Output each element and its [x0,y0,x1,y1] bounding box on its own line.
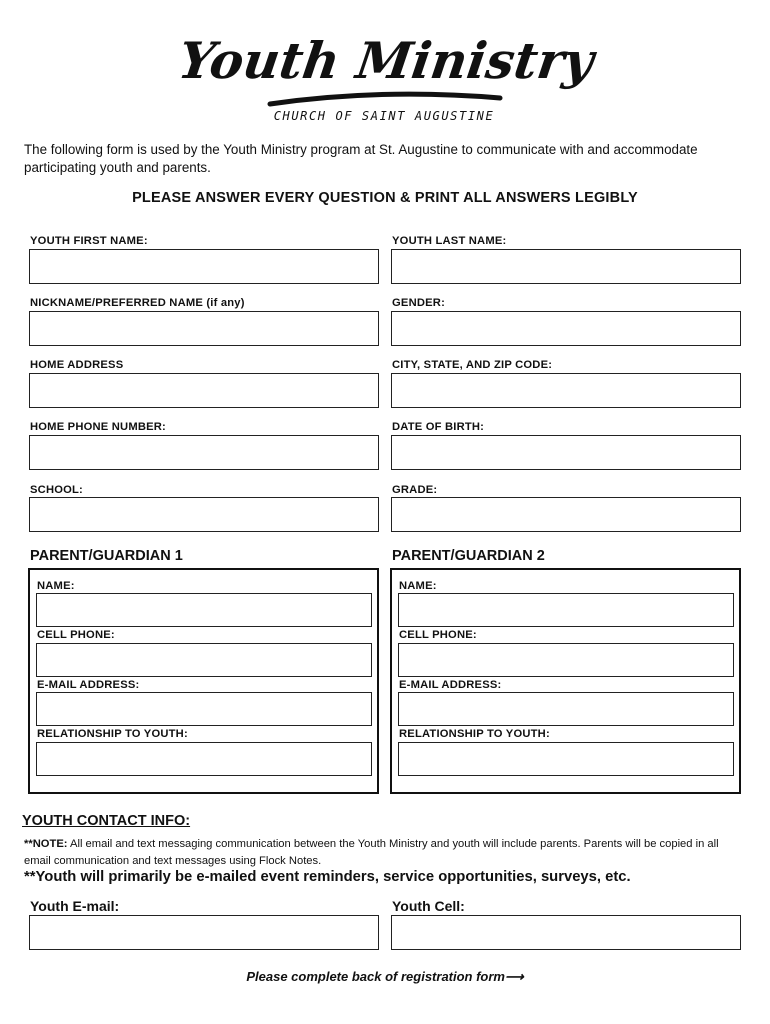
guardian-1-relationship-label: RELATIONSHIP TO YOUTH: [37,728,188,740]
note-prefix: **NOTE: [24,838,68,850]
contact-note [24,836,744,870]
home-phone-label: HOME PHONE NUMBER: [30,421,166,433]
youth-cell-field[interactable] [391,915,741,950]
youth-email-field[interactable] [29,915,379,950]
guardian-1-name-field[interactable] [36,593,372,627]
guardian-1-relationship-field[interactable] [36,742,372,776]
city-state-zip-field[interactable] [391,373,741,408]
home-address-label: HOME ADDRESS [30,359,124,371]
home-phone-field[interactable] [29,435,379,470]
guardian-1-cell-field[interactable] [36,643,372,677]
date-of-birth-label: DATE OF BIRTH: [392,421,485,433]
youth-first-name-field[interactable] [29,249,379,284]
youth-email-label: Youth E-mail: [30,898,120,914]
gender-field[interactable] [391,311,741,346]
home-address-field[interactable] [29,373,379,408]
note-text: All email and text messaging communication between the Youth Ministry and youth will include parents. Parents will be copied in all email communication and text messages using Flock Notes. [24,838,719,867]
guardian-2-relationship-label: RELATIONSHIP TO YOUTH: [399,728,550,740]
guardian-1-email-label: E-MAIL ADDRESS: [37,679,140,691]
youth-last-name-field[interactable] [391,249,741,284]
gender-label: GENDER: [392,297,445,309]
grade-field[interactable] [391,497,741,532]
youth-cell-label: Youth Cell: [392,898,465,914]
guardian-1-cell-label: CELL PHONE: [37,629,115,641]
guardian-1-title: PARENT/GUARDIAN 1 [30,548,183,564]
school-field[interactable] [29,497,379,532]
guardian-2-email-label: E-MAIL ADDRESS: [399,679,502,691]
guardian-2-relationship-field[interactable] [398,742,734,776]
logo-subtitle: CHURCH OF SAINT AUGUSTINE [273,109,495,123]
date-of-birth-field[interactable] [391,435,741,470]
guardian-2-title: PARENT/GUARDIAN 2 [392,548,545,564]
contact-emphasis-note: **Youth will primarily be e-mailed event reminders, service opportunities, surveys, etc. [24,869,631,885]
logo-title: Youth Ministry [174,31,598,90]
nickname-label: NICKNAME/PREFERRED NAME (if any) [30,297,245,309]
guardian-2-email-field[interactable] [398,692,734,726]
guardian-2-cell-field[interactable] [398,643,734,677]
youth-first-name-label: YOUTH FIRST NAME: [30,235,148,247]
instruction-heading: PLEASE ANSWER EVERY QUESTION & PRINT ALL ANSWERS LEGIBLY [132,190,638,206]
footer-note: Please complete back of registration form⟶ [246,969,524,984]
school-label: SCHOOL: [30,484,83,496]
youth-contact-title: YOUTH CONTACT INFO: [22,813,191,829]
youth-last-name-label: YOUTH LAST NAME: [392,235,507,247]
intro-text: The following form is used by the Youth Ministry program at St. Augustine to communicate with and accommodate participating youth and parents. [24,142,698,175]
guardian-2-name-field[interactable] [398,593,734,627]
guardian-2-name-label: NAME: [399,580,437,592]
youth-ministry-logo [0,18,770,128]
grade-label: GRADE: [392,484,438,496]
guardian-1-name-label: NAME: [37,580,75,592]
city-state-zip-label: CITY, STATE, AND ZIP CODE: [392,359,553,371]
guardian-2-cell-label: CELL PHONE: [399,629,477,641]
nickname-field[interactable] [29,311,379,346]
logo-swoosh [270,94,500,104]
guardian-1-email-field[interactable] [36,692,372,726]
